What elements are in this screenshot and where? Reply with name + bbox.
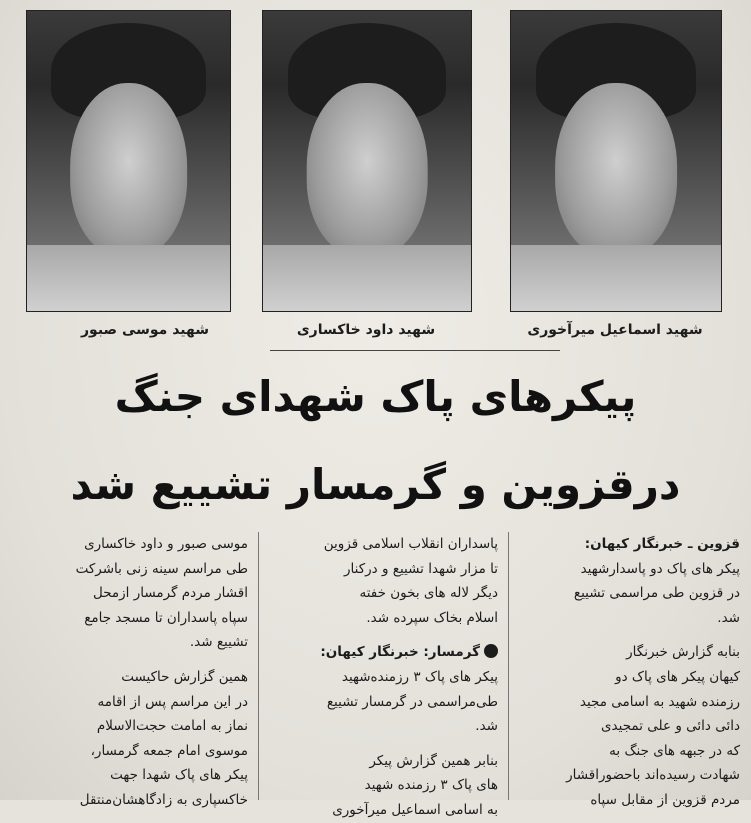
text-line: دائی دائی و علی تمجیدی xyxy=(600,718,740,735)
paragraph xyxy=(12,532,248,655)
column-divider xyxy=(508,532,509,800)
headline-line-2: درقزوین و گرمسار تشییع شد xyxy=(70,460,681,509)
column-divider xyxy=(258,532,259,800)
caption-divider xyxy=(270,350,560,351)
photo-caption-middle: شهید داود خاکساری xyxy=(296,322,436,338)
text-line: طی مراسم سینه زنی باشرکت xyxy=(75,560,248,577)
text-line: به اسامی اسماعیل میرآخوری xyxy=(332,801,498,818)
paragraph xyxy=(515,532,740,630)
text-line: پیکر های پاک شهدا جهت xyxy=(110,767,248,784)
headline-line-1: پیکرهای پاک شهدای جنگ xyxy=(114,372,637,421)
text-line: شد. xyxy=(475,718,498,735)
portrait-shirt xyxy=(263,245,471,311)
photo-caption-right: شهید اسماعیل میرآخوری xyxy=(527,322,703,338)
text-line: طی‌مراسمی در گرمسار تشییع xyxy=(326,693,498,710)
article-column-left xyxy=(12,532,248,808)
text-line: خاکسپاری به زادگاهشان‌منتقل xyxy=(79,791,248,808)
article-column-middle xyxy=(270,532,498,818)
portrait-photo-left xyxy=(26,10,231,312)
text-line: بنابه گزارش خبرنگار xyxy=(626,644,740,661)
text-line: در قزوین طی مراسمی تشییع xyxy=(573,585,740,602)
text-line: پیکر های پاک ۳ رزمنده‌شهید xyxy=(341,668,498,685)
text-line: بنابر همین گزارش پیکر xyxy=(369,752,498,769)
portrait-photo-middle xyxy=(262,10,472,312)
bullet-icon xyxy=(484,644,498,658)
portrait-shirt xyxy=(27,245,230,311)
text-line: های پاک ۳ رزمنده شهید xyxy=(364,777,498,794)
portrait-face xyxy=(555,83,677,257)
text-line: نماز به امامت حجت‌الاسلام xyxy=(96,718,248,735)
text-line: همین گزارش حاکیست xyxy=(121,668,248,685)
dateline-text: گرمسار: خبرنگار کیهان: xyxy=(320,644,480,661)
text-line: موسوی امام جمعه گرمسار، xyxy=(90,742,248,759)
paragraph xyxy=(515,640,740,812)
article-column-right xyxy=(515,532,740,808)
portrait-photo-right xyxy=(510,10,722,312)
paragraph xyxy=(270,532,498,630)
dateline xyxy=(270,640,498,665)
text-line: مردم قزوین از مقابل سپاه xyxy=(590,791,740,808)
dateline: قزوین ـ خبرنگار کیهان: xyxy=(584,536,740,552)
photo-caption-left: شهید موسی صبور xyxy=(80,322,210,338)
paragraph xyxy=(270,749,498,823)
text-line: شد. xyxy=(717,609,740,626)
text-line: اسلام بخاک سپرده شد. xyxy=(366,609,498,626)
portrait-shirt xyxy=(511,245,721,311)
paragraph xyxy=(12,665,248,813)
text-line: پیکر های پاک دو پاسدارشهید xyxy=(580,560,740,577)
text-line: کیهان پیکر های پاک دو xyxy=(615,668,740,685)
text-line: که در جبهه های جنگ به xyxy=(609,742,740,759)
text-line: موسی صبور و داود خاکساری xyxy=(84,536,248,552)
text-line: رزمنده شهید به اسامی مجید xyxy=(579,693,740,710)
text-line: اقشار مردم گرمسار ازمحل xyxy=(92,585,248,602)
text-line: تشییع شد. xyxy=(189,634,248,651)
paragraph xyxy=(270,640,498,738)
text-line: در این مراسم پس از اقامه xyxy=(97,693,248,710)
text-line: دیگر لاله های بخون خفته xyxy=(359,585,498,602)
text-line: سپاه پاسداران تا مسجد جامع xyxy=(84,609,248,626)
text-line: شهادت رسیده‌اند باحضوراقشار xyxy=(566,767,740,784)
text-line: تا مزار شهدا تشییع و درکنار xyxy=(344,560,498,577)
text-line: پاسداران انقلاب اسلامی قزوین xyxy=(323,536,498,552)
portrait-face xyxy=(307,83,428,257)
portrait-face xyxy=(70,83,188,257)
